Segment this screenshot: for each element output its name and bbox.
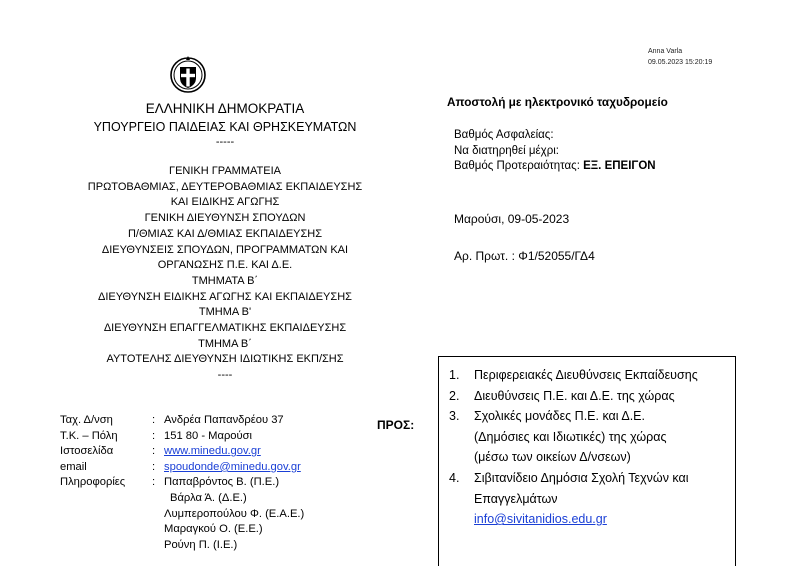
website-link[interactable]: www.minedu.gov.gr [164,445,261,458]
recipients-list [449,365,698,530]
org-line: ΓΕΝΙΚΗ ΓΡΑΜΜΑΤΕΙΑ [169,165,281,177]
contact-label: Ιστοσελίδα [60,445,114,458]
contact-address: Ανδρέα Παπανδρέου 37 [164,414,284,426]
priority-label: Βαθμός Προτεραιότητας: [454,160,580,172]
country-title: ΕΛΛΗΝΙΚΗ ΔΗΜΟΚΡΑΤΙΑ [145,101,305,116]
priority-row [454,159,656,175]
org-line: ΔΙΕΥΘΥΝΣΗ ΕΙΔΙΚΗΣ ΑΓΩΓΗΣ ΚΑΙ ΕΚΠΑΙΔΕΥΣΗΣ [98,290,352,303]
contact-label: Πληροφορίες [60,476,126,489]
org-line: ΤΜΗΜΑ Β' [198,306,252,319]
info-person: Ρούνη Π. (Ι.Ε.) [164,538,238,551]
info-person: Βάρλα Ά. (Δ.Ε.) [170,491,247,504]
contact-label: Ταχ. Δ/νση [60,414,113,426]
organization-block [60,164,390,384]
recipients-label: ΠΡΟΣ: [377,418,415,432]
digital-signature [648,46,712,68]
org-line: ΚΑΙ ΕΙΔΙΚΗΣ ΑΓΩΓΗΣ [170,196,280,209]
document-date: Μαρούσι, 09-05-2023 [454,212,570,226]
greek-coat-of-arms-icon [168,54,208,94]
contact-label: Τ.Κ. – Πόλη [60,429,118,442]
protocol-number: Αρ. Πρωτ. : Φ1/52055/ΓΔ4 [454,249,595,263]
org-line: ΔΙΕΥΘΥΝΣΗ ΕΠΑΓΓΕΛΜΑΤΙΚΗΣ ΕΚΠΑΙΔΕΥΣΗΣ [103,322,347,335]
security-label: Βαθμός Ασφαλείας: [454,129,554,141]
signature-timestamp: 09.05.2023 15:20:19 [648,59,713,66]
contact-website-row: Ιστοσελίδα : www.minedu.gov.gr [60,444,304,460]
ministry-title: ΥΠΟΥΡΓΕΙΟ ΠΑΙΔΕΙΑΣ ΚΑΙ ΘΡΗΣΚΕΥΜΑΤΩΝ [93,120,357,134]
org-line: ΟΡΓΑΝΩΣΗΣ Π.Ε. ΚΑΙ Δ.Ε. [157,259,293,272]
retention-label: Να διατηρηθεί μέχρι: [454,144,559,157]
org-line: ---- [217,369,233,382]
school-email-link[interactable]: info@sivitanidios.edu.gr [474,512,607,527]
priority-value: ΕΞ. ΕΠΕΙΓΟΝ [583,160,656,172]
list-item: 4. Σιβιτανίδειο Δημόσια Σχολή Τεχνών και Επαγγελμάτων info@sivitanidios.edu.gr [449,468,698,530]
recipients-box [438,356,736,566]
list-item: 2. Διευθύνσεις Π.Ε. και Δ.Ε. της χώρας [449,388,675,403]
org-line: ΤΜΗΜΑΤΑ Β΄ [191,274,259,287]
signature-name: Anna Varla [648,48,683,55]
info-person: Λυμπεροπούλου Φ. (Ε.Α.Ε.) [164,507,305,520]
header-separator: ----- [215,136,235,148]
contact-city: 151 80 - Μαρούσι [164,429,253,442]
org-line: ΑΥΤΟΤΕΛΗΣ ΔΙΕΥΘΥΝΣΗ ΙΔΙΩΤΙΚΗΣ ΕΚΠ/ΣΗΣ [106,353,344,366]
org-line: ΤΜΗΜΑ Β΄ [198,337,252,350]
contact-info-row: Πληροφορίες : Παπαβρόντος Β. (Π.Ε.) [60,475,304,491]
org-line: ΓΕΝΙΚΗ ΔΙΕΥΘΥΝΣΗ ΣΠΟΥΔΩΝ [144,212,306,225]
classification-block [454,128,656,175]
org-line: Π/ΘΜΙΑΣ ΚΑΙ Δ/ΘΜΙΑΣ ΕΚΠΑΙΔΕΥΣΗΣ [127,227,323,240]
list-item: 3. Σχολικές μονάδες Π.Ε. και Δ.Ε. (Δημόσιες και Ιδιωτικές) της χώρας (μέσω των οικείων Δ/νσεων) [449,409,667,465]
contact-email-row: email : spoudonde@minedu.gov.gr [60,460,304,476]
email-link[interactable]: spoudonde@minedu.gov.gr [164,460,301,473]
info-person: Παπαβρόντος Β. (Π.Ε.) [164,476,280,489]
contact-address-row: Ταχ. Δ/νση : Ανδρέα Παπανδρέου 37 [60,413,304,429]
delivery-method: Αποστολή με ηλεκτρονικό ταχυδρομείο [447,95,668,109]
contact-label: email [60,460,87,473]
org-line: ΔΙΕΥΘΥΝΣΕΙΣ ΣΠΟΥΔΩΝ, ΠΡΟΓΡΑΜΜΑΤΩΝ ΚΑΙ [101,243,349,256]
contact-block [60,413,304,553]
org-line: ΠΡΩΤΟΒΑΘΜΙΑΣ, ΔΕΥΤΕΡΟΒΑΘΜΙΑΣ ΕΚΠΑΙΔΕΥΣΗΣ [87,180,363,193]
list-item: 1. Περιφερειακές Διευθύνσεις Εκπαίδευσης [449,368,698,382]
info-person: Μαραγκού Ο. (Ε.Ε.) [164,523,263,536]
contact-city-row: Τ.Κ. – Πόλη : 151 80 - Μαρούσι [60,429,304,445]
